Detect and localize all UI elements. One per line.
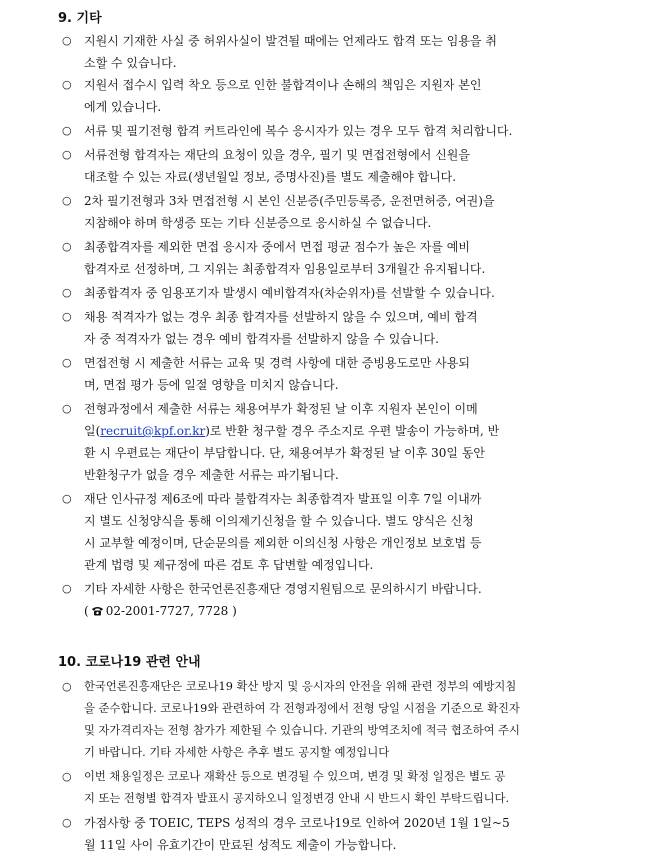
item-line: 재단 인사규정 제6조에 따라 불합격자는 최종합격자 발표일 이후 7일 이내까 <box>84 492 482 506</box>
item-line: 지참해야 하며 학생증 또는 기타 신분증으로 응시하실 수 없습니다. <box>84 216 432 230</box>
email-link[interactable]: recruit@kpf.or.kr <box>100 424 206 438</box>
item-line: 최종합격자 중 임용포기자 발생시 예비합격자(차순위자)를 선발할 수 있습니다. <box>84 286 495 300</box>
bullet-icon: ○ <box>62 34 72 47</box>
item-line: 지원시 기재한 사실 중 허위사실이 발견될 때에는 언제라도 합격 또는 임용을 취 <box>84 34 497 48</box>
bullet-icon: ○ <box>62 816 72 829</box>
item-line: 전형과정에서 제출한 서류는 채용여부가 확정된 날 이후 지원자 본인이 이메 <box>84 402 478 416</box>
section-9-heading: 9. 기타 <box>58 11 102 26</box>
bullet-icon: ○ <box>62 770 72 783</box>
item-line: 월 11일 사이 유효기간이 만료된 성적도 제출이 가능합니다. <box>84 838 397 852</box>
item-line-with-email <box>84 420 604 442</box>
bullet-icon: ○ <box>62 310 72 323</box>
item-line: 며, 면접 평가 등에 일절 영향을 미치지 않습니다. <box>84 378 339 392</box>
bullet-icon: ○ <box>62 492 72 505</box>
item-line: 에게 있습니다. <box>84 100 162 114</box>
bullet-icon: ○ <box>62 124 72 137</box>
bullet-icon: ○ <box>62 582 72 595</box>
section-10-heading: 10. 코로나19 관련 안내 <box>58 655 201 670</box>
item-line: 이번 채용일정은 코로나 재확산 등으로 변경될 수 있으며, 변경 및 확정 일정은 별도 공 <box>84 770 506 783</box>
item-line: 지원서 접수시 입력 착오 등으로 인한 불합격이나 손해의 책임은 지원자 본인 <box>84 78 482 92</box>
item-line: 최종합격자를 제외한 면접 응시자 중에서 면접 평균 점수가 높은 자를 예비 <box>84 240 470 254</box>
item-line: 서류 및 필기전형 합격 커트라인에 복수 응시자가 있는 경우 모두 합격 처리합니다. <box>84 124 513 138</box>
bullet-icon: ○ <box>62 240 72 253</box>
phone-line <box>84 600 604 622</box>
bullet-icon: ○ <box>62 194 72 207</box>
item-line: 관계 법령 및 제규정에 따른 검토 후 답변할 예정입니다. <box>84 558 374 572</box>
item-line: 자 중 적격자가 없는 경우 예비 합격자를 선발하지 않을 수 있습니다. <box>84 332 439 346</box>
item-line: 2차 필기전형과 3차 면접전형 시 본인 신분증(주민등록증, 운전면허증, 여권)을 <box>84 194 495 208</box>
item-line: 및 자가격리자는 전형 참가가 제한될 수 있습니다. 기관의 방역조치에 적극 협조하여 주시 <box>84 724 520 737</box>
item-line: 반환청구가 없을 경우 제출한 서류는 파기됩니다. <box>84 468 339 482</box>
phone-icon <box>91 606 104 616</box>
item-line: 가점사항 중 TOEIC, TEPS 성적의 경우 코로나19로 인하여 2020년 1월 1일~5 <box>84 816 510 830</box>
bullet-icon: ○ <box>62 356 72 369</box>
bullet-icon: ○ <box>62 680 72 693</box>
bullet-icon: ○ <box>62 78 72 91</box>
bullet-icon: ○ <box>62 286 72 299</box>
item-line: 대조할 수 있는 자료(생년월일 정보, 증명사진)를 별도 제출해야 합니다. <box>84 170 457 184</box>
phone-number: 02-2001-7727, 7728 ) <box>105 604 237 618</box>
item-line: 서류전형 합격자는 재단의 요청이 있을 경우, 필기 및 면접전형에서 신원을 <box>84 148 470 162</box>
item-line: 합격자로 선정하며, 그 지위는 최종합격자 임용일로부터 3개월간 유지됩니다. <box>84 262 486 276</box>
item-line: 시 교부할 예정이며, 단순문의를 제외한 이의신청 사항은 개인정보 보호법 등 <box>84 536 482 550</box>
item-line: 소할 수 있습니다. <box>84 56 177 70</box>
phone-prefix: ( <box>84 604 89 618</box>
item-line: 지 별도 신청양식을 통해 이의제기신청을 할 수 있습니다. 별도 양식은 신청 <box>84 514 474 528</box>
item-line: 환 시 우편료는 재단이 부담합니다. 단, 채용여부가 확정된 날 이후 30일 동안 <box>84 446 486 460</box>
item-line: 기타 자세한 사항은 한국언론진흥재단 경영지원팀으로 문의하시기 바랍니다. <box>84 582 482 596</box>
email-suffix: )로 반환 청구할 경우 주소지로 우편 발송이 가능하며, 반 <box>205 424 500 438</box>
item-line: 기 바랍니다. 기타 자세한 사항은 추후 별도 공지할 예정입니다 <box>84 746 390 759</box>
item-line: 채용 적격자가 없는 경우 최종 합격자를 선발하지 않을 수 있으며, 예비 합격 <box>84 310 478 324</box>
email-prefix: 일( <box>84 424 101 438</box>
bullet-icon: ○ <box>62 148 72 161</box>
item-line: 한국언론진흥재단은 코로나19 확산 방지 및 응시자의 안전을 위해 관련 정부의 예방지침 <box>84 680 517 693</box>
item-line: 면접전형 시 제출한 서류는 교육 및 경력 사항에 대한 증빙용도로만 사용되 <box>84 356 470 370</box>
item-line: 지 또는 전형별 합격자 발표시 공지하오니 일정변경 안내 시 반드시 확인 부탁드립니다. <box>84 792 510 805</box>
item-line: 을 준수합니다. 코로나19와 관련하여 각 전형과정에서 전형 당일 시점을 기준으로 확진자 <box>84 702 520 715</box>
bullet-icon: ○ <box>62 402 72 415</box>
